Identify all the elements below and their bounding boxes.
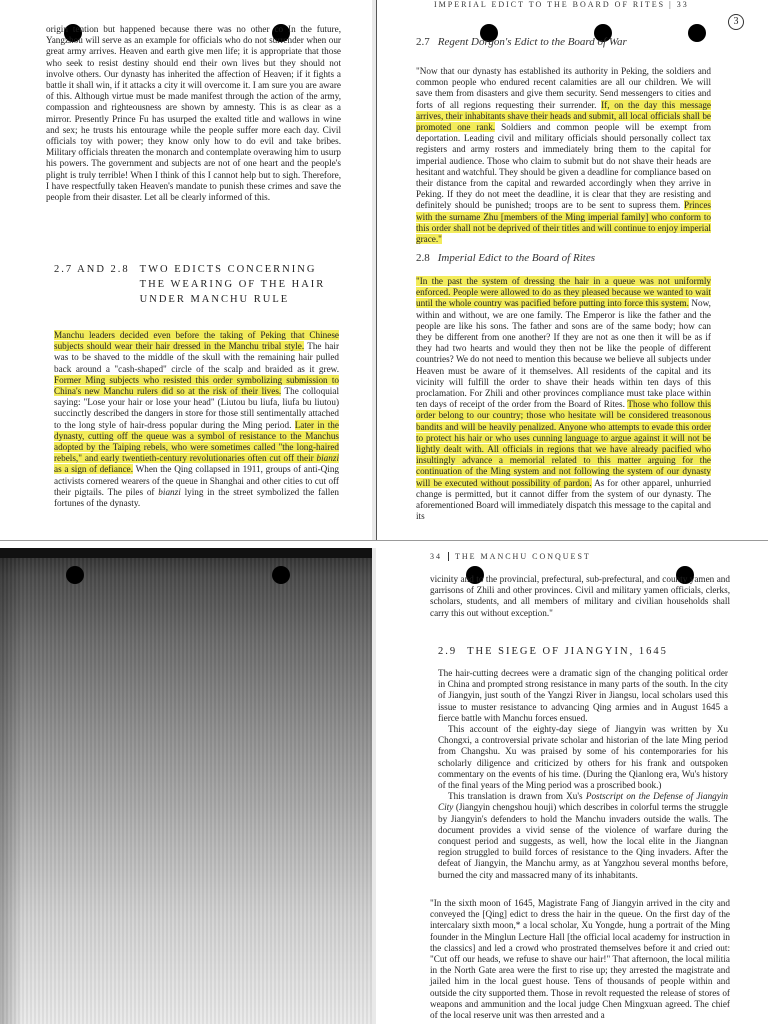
- page-circle-number: 3: [728, 14, 744, 30]
- text: The hair was to be shaved to the middle of the skull with the remaining hair pulled back around a "cash-shaped" circle of the scalp and braided as it grew.: [54, 341, 339, 374]
- section-number: 2.7 AND 2.8: [54, 264, 130, 275]
- section-heading: [54, 262, 344, 307]
- page-left-bottom-blank: [0, 548, 372, 1024]
- text: (Jiangyin chengshou houji) which describes in colorful terms the struggle by Jiangyin's defenders to hold the Manchu invaders outside the walls. The document provides a vivid sense of the violence of warfare during the conquest period and suggests, as well, how the local elite in the Jiangnan region struggled to build forces of resistance to the Qing invaders. After the defeat of Jiangyin, the Manchu army, as at Yangzhou several months before, burned the city and massacred many of its inhabitants.: [438, 802, 728, 880]
- text: Soldiers and common people will be exempt from deportation. Leading civil and military officials should personally collect tax registers and army rosters and immediately bring them to the capital for imperial audience. Those who claim to submit but do not shave their heads are hesitant and watchful. They should be given a deadline for compliance based on their distance from the capital and rewarded accordingly when they arrive in Peking. If they do not meet the deadline, it is clear that they are resisting and definitely should be punished; troops are to be sent to supress them.: [416, 122, 711, 211]
- edict-text: [416, 66, 711, 245]
- intro-paragraph: This account of the eighty-day siege of Jiangyin was written by Xu Chongxi, a controversial private scholar and historian of the late Ming period from Changshu. Xu was praised by some of his contemporaries for his scholarly diligence and criticized by others for his frank and outspoken commentary on the events of his time. (During the Qianlong era, Wu's history of the final years of the Ming period was a proscribed book.): [438, 724, 728, 791]
- page-number: 34: [430, 552, 442, 561]
- section-title: TWO EDICTS CONCERNING THE WEARING OF THE HAIR UNDER MANCHU RULE: [139, 264, 326, 305]
- carryover-text: vicinity and to the provincial, prefectural, sub-prefectural, and county yamen and garrisons of Zhili and other provinces. Civil and military yamen officials, clerks, scholars, students, and all members of military and civilian households shall carry this out without exception.": [430, 574, 730, 618]
- highlight: Later in the dynasty, cutting off the queue was a symbol of resistance to the Manchus adopted by the Taiping rebels, who were sometimes called "the long-haired rebels," and early twentieth-century revolutionaries often cut off their: [54, 419, 339, 464]
- page-right-top: [376, 0, 768, 540]
- text: lying in the street symbolized the fallen fortunes of the dynasty.: [54, 486, 339, 509]
- highlight: as a sign of defiance.: [54, 464, 134, 475]
- punch-hole: [688, 24, 706, 42]
- page-edge: [376, 0, 377, 540]
- text: Now, within and without, we are one family. The Emperor is like the father and the people are like his sons. The father and sons are of the same body; how can they be different from one another? If they are not as one then it will be as if they had two hearts and would they then not be like the people of different countries? We do not need to mention this because we believe all subjects under Heaven must be aware of it themselves. All residents of the capital and its vicinity will fulfill the order to shave their heads within ten days of this proclamation. For Zhili and other provinces compliance must take place within ten days of receipt of the order from the Board of Rites.: [416, 298, 711, 410]
- text: The colloquial saying: "Lose your hair or lose your head" (Liutou bu liufa, liufa bu liutou) succinctly described the dangers in store for those still sentimentally attached to the long style of hair-dress popular during the Ming period.: [54, 386, 339, 430]
- text: "Now that our dynasty has established its authority in Peking, the soldiers and common people who endured recent calamities are all our children. We will save them from disasters and give them security. Send messengers to cities and forts of all regions requesting their surrender.: [416, 66, 711, 110]
- carryover-text: origin tention but happened because there was no other co In the future, Yangzhou will serve as an example for officials who do not surrender when our great army arrives. Heaven and earth give men life; it is appropriate that those who seek to resist destiny should end their own lives but they should not involve others. Our dynasty has inherited the affection of Heaven; if it fights a battle it shall win, if it attacks a city it will overcome it. I am sure you are aware of this. Although virtue must be made manifest through the action of the army, compassion and righteousness are shown by amnesty. This is as clear as a mirror. Presently Prince Fu has usurped the exalted title and wallows in wine and sex; he trusts his entourage while the people suffer more each day. Civil officials toy with power; they know only how to do evil and take bribes. Military officials threaten the monarch and contemplate overawing him to usurp his powers. The government and subjects are not of one heart and the people's plight is truly terrible! When I think of this I cannot help but to sigh. Therefore, I have respectfully taken Heaven's mandate to punish these crimes and save the people from their disaster. Let all be clearly informed of this.: [46, 24, 341, 203]
- section-intro: [438, 668, 728, 881]
- subsection-number: 2.7: [416, 36, 430, 48]
- page-left-top: [0, 0, 372, 540]
- section-title: THE SIEGE OF JIANGYIN, 1645: [467, 646, 668, 657]
- subsection-heading: [416, 252, 595, 264]
- highlight: Those who follow this order belong to our country; those who hesitate will be considered treasonous bandits and will be heavily penalized. Anyone who attempts to evade this order to protect his hair or who uses cunning language to argue against it will not be lightly dealt with. All officials in regions that we have already pacified who insultingly advance a memorial related to this matter arguing for the continuation of the Ming system and not following the system of our dynasty will be executed without possibility of pardon.: [416, 399, 711, 488]
- highlight: "In the past the system of dressing the hair in a queue was not uniformly enforced. People were allowed to do as they pleased because we wanted to wait until the whole country was pacified before putting into force this system.: [416, 276, 711, 309]
- highlight: Manchu leaders decided even before the taking of Peking that Chinese subjects should wear their hair dressed in the Manchu tribal style.: [54, 330, 339, 352]
- scan-noise: [0, 548, 372, 1024]
- highlight: Former Ming subjects who resisted this order symbolizing submission to China's new Manchu rulers did so at the risk of their lives.: [54, 374, 339, 397]
- punch-hole: [66, 566, 84, 584]
- text: bianzi: [158, 486, 181, 497]
- section-intro: [54, 330, 339, 509]
- highlight: If, on the day this message arrives, their inhabitants shave their heads and submit, all local officials shall be promoted one rank.: [416, 99, 711, 133]
- subsection-title: Imperial Edict to the Board of Rites: [437, 252, 595, 264]
- subsection-heading: [416, 36, 627, 48]
- edict-text: [416, 276, 711, 522]
- page-gutter: [372, 0, 376, 1024]
- text: When the Qing collapsed in 1911, groups of anti-Qing activists cornered wearers of the queue in Shanghai and other cities to cut off their pigtails. The piles of: [54, 464, 340, 497]
- page-gutter: [0, 540, 768, 548]
- text: Postscript on the Defense of Jiangyin City: [438, 791, 728, 813]
- text: This translation is drawn from Xu's: [448, 791, 586, 802]
- running-head-title: THE MANCHU CONQUEST: [448, 552, 591, 561]
- running-head: [430, 552, 591, 561]
- highlight: Princes with the surname Zhu [members of the Ming imperial family] who conform to this order shall not be deprived of their titles and will continue to enjoy imperial grace.": [416, 200, 711, 245]
- subsection-number: 2.8: [416, 252, 430, 264]
- narrative-text: "In the sixth moon of 1645, Magistrate Fang of Jiangyin arrived in the city and conveyed the [Qing] edict to dress the hair in the queue. On the first day of the intercalary sixth moon,* a local scholar, Xu Yongde, hung a portrait of the Ming founder in the Minglun Lecture Hall [the official local academy for instruction in the classics] and led a crowd who prostrated themselves before it and cried out: "Cut off our heads, we refuse to shave our hair!" That afternoon, the local militia in the North Gate area were the first to rise up; they arrested the magistrate and jailed him in the local guest house. Tens of thousands of people within and outside the city supported them. Those in revolt requested the release of stores of weapons and ammunition and the local judge Chen Mingxuan agreed. The chief of the local reserve unit was then arrested and a: [430, 898, 730, 1021]
- page-right-bottom: [376, 548, 768, 1024]
- scan-dark-edge: [0, 548, 372, 558]
- intro-paragraph: The hair-cutting decrees were a dramatic sign of the changing political order in China and prompted strong resistance in many parts of the south. In the city of Jiangyin, just south of the Yangzi River in Jiangsu, local scholars used this issue to muster resistance to advancing Qing armies and in August 1645 a fierce battle with Manchu forces ensued.: [438, 668, 728, 723]
- punch-hole: [272, 566, 290, 584]
- text: As for other apparel, unhurried change is permitted, but it cannot differ from the system of our dynasty. The aforementioned Board will immediately dispatch this message to the capital and its: [416, 477, 712, 522]
- section-number: 2.9: [438, 646, 458, 657]
- section-heading: [438, 644, 668, 659]
- subsection-title: Regent Dorgon's Edict to the Board of War: [437, 36, 627, 48]
- intro-paragraph: [438, 791, 728, 881]
- highlight: bianzi: [316, 453, 339, 464]
- running-head: IMPERIAL EDICT TO THE BOARD OF RITES | 33: [434, 0, 689, 9]
